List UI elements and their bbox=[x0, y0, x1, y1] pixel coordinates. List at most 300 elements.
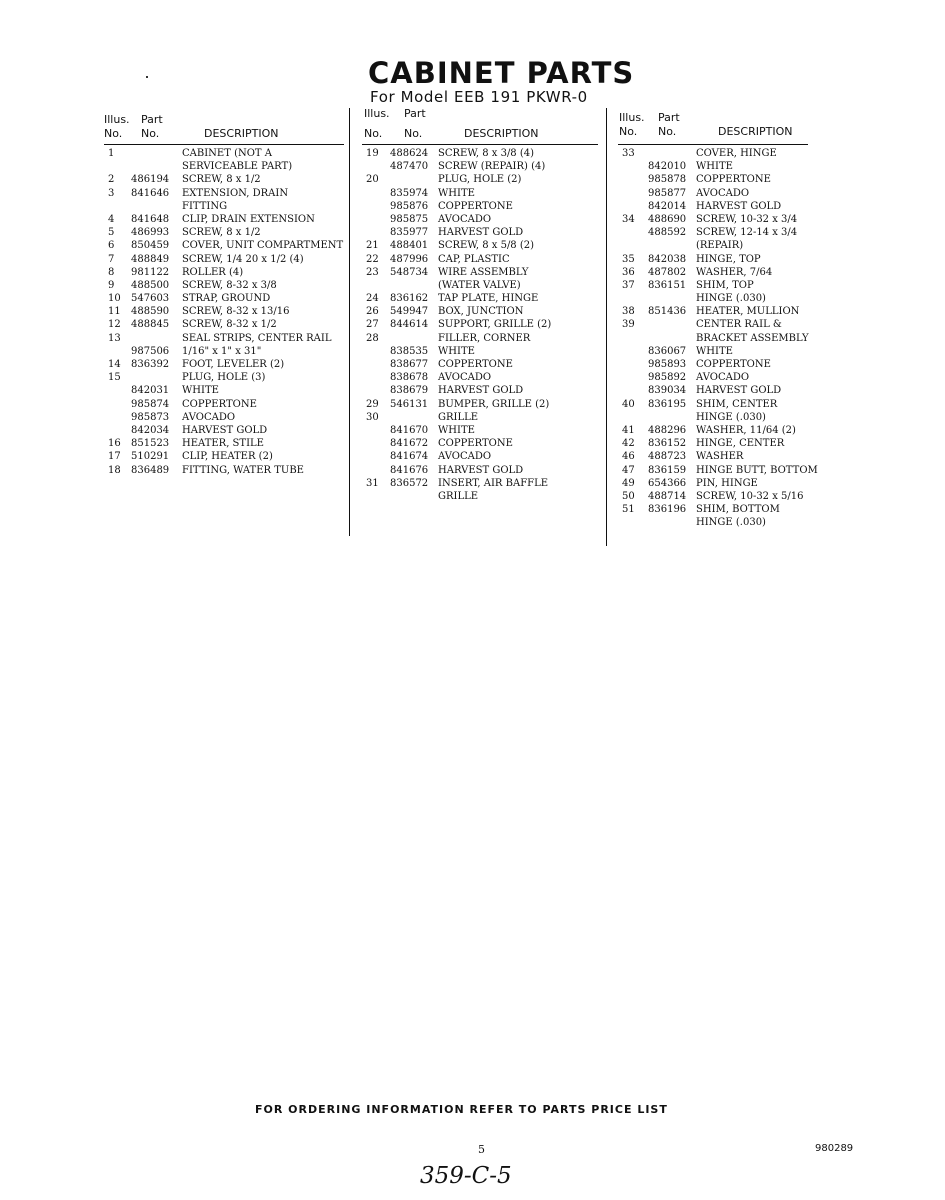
column-header bbox=[104, 110, 344, 145]
parts-row bbox=[362, 398, 598, 411]
parts-row bbox=[104, 411, 344, 424]
part-header: Part bbox=[658, 111, 680, 124]
part-description: STRAP, GROUND bbox=[182, 293, 271, 305]
part-description: COPPERTONE bbox=[438, 200, 513, 212]
part-description: FOOT, LEVELER (2) bbox=[182, 359, 285, 370]
part-description: FITTING, WATER TUBE bbox=[182, 464, 304, 476]
illus-number: 15 bbox=[108, 372, 121, 384]
part-description: CLIP, HEATER (2) bbox=[182, 451, 273, 463]
column-header bbox=[362, 107, 598, 145]
illus-number: 29 bbox=[366, 398, 379, 410]
part-description: SCREW, 8-32 x 1/2 bbox=[182, 319, 277, 331]
illus-number: 46 bbox=[622, 451, 635, 463]
illus-header: Illus. bbox=[364, 107, 390, 120]
parts-row bbox=[618, 266, 808, 279]
illus-number: 24 bbox=[366, 293, 379, 305]
parts-row bbox=[362, 411, 598, 424]
description-header: DESCRIPTION bbox=[204, 127, 279, 140]
part-number: 488849 bbox=[131, 253, 170, 265]
part-number: 981122 bbox=[131, 266, 170, 278]
parts-row bbox=[618, 398, 808, 411]
parts-row bbox=[618, 450, 808, 463]
part-number: 985892 bbox=[648, 372, 687, 384]
part-number: 838678 bbox=[390, 372, 429, 384]
illus-header: Illus. bbox=[104, 113, 130, 126]
part-description: SCREW, 8 x 1/2 bbox=[182, 227, 261, 239]
parts-row bbox=[618, 371, 808, 384]
parts-row bbox=[104, 464, 344, 477]
parts-column-2 bbox=[362, 107, 598, 503]
document-number: 980289 bbox=[815, 1143, 854, 1154]
part-number: 844614 bbox=[390, 319, 429, 331]
part-header: Part bbox=[141, 113, 163, 126]
model-subtitle: For Model EEB 191 PKWR-0 bbox=[370, 88, 588, 106]
part-number: 841648 bbox=[131, 213, 170, 225]
parts-row bbox=[362, 437, 598, 450]
parts-row bbox=[362, 160, 598, 173]
illus-number: 4 bbox=[108, 213, 115, 225]
part-number: 841646 bbox=[131, 187, 170, 199]
parts-row bbox=[618, 187, 808, 200]
part-description: WHITE bbox=[696, 345, 733, 357]
part-description: HEATER, STILE bbox=[182, 438, 264, 450]
part-description: AVOCADO bbox=[696, 372, 750, 384]
illus-number: 14 bbox=[108, 359, 121, 370]
part-number: 488592 bbox=[648, 227, 687, 239]
part-description: WHITE bbox=[696, 161, 733, 173]
part-number: 836572 bbox=[390, 477, 429, 489]
part-number: 488624 bbox=[390, 148, 429, 159]
part-description: WHITE bbox=[182, 385, 219, 397]
column-divider bbox=[606, 108, 607, 546]
part-description: HINGE (.030) bbox=[696, 411, 766, 423]
parts-row bbox=[362, 371, 598, 384]
part-number: 486993 bbox=[131, 227, 170, 239]
part-description: COPPERTONE bbox=[438, 438, 513, 450]
parts-row bbox=[618, 239, 808, 252]
part-description: GRILLE bbox=[438, 490, 479, 502]
part-header: Part bbox=[404, 107, 426, 120]
illus-number: 23 bbox=[366, 266, 379, 278]
part-description: BRACKET ASSEMBLY bbox=[696, 332, 809, 344]
part-description: (REPAIR) bbox=[696, 240, 744, 252]
part-number: 985893 bbox=[648, 359, 687, 370]
parts-row bbox=[618, 200, 808, 213]
illus-number: 19 bbox=[366, 148, 379, 159]
part-description: HINGE (.030) bbox=[696, 293, 766, 305]
part-number: 836489 bbox=[131, 464, 170, 476]
illus-number: 49 bbox=[622, 477, 635, 489]
part-description: AVOCADO bbox=[696, 187, 750, 199]
part-number: 836067 bbox=[648, 345, 687, 357]
part-description: CAP, PLASTIC bbox=[438, 253, 510, 265]
part-description: CABINET (NOT A bbox=[182, 148, 272, 159]
parts-row bbox=[362, 147, 598, 160]
parts-row bbox=[618, 437, 808, 450]
parts-row bbox=[618, 464, 818, 477]
part-description: SHIM, TOP bbox=[696, 279, 754, 291]
illus-number: 40 bbox=[622, 398, 635, 410]
illus-number: 38 bbox=[622, 306, 635, 318]
part-description: WIRE ASSEMBLY bbox=[438, 266, 529, 278]
part-number: 546131 bbox=[390, 398, 429, 410]
parts-row bbox=[104, 173, 344, 186]
parts-row bbox=[362, 384, 598, 397]
part-number: 510291 bbox=[131, 451, 170, 463]
part-number: 835977 bbox=[390, 227, 429, 239]
part-description: COPPERTONE bbox=[696, 174, 771, 186]
parts-row bbox=[104, 345, 344, 358]
parts-row bbox=[618, 332, 808, 345]
illus-number: 31 bbox=[366, 477, 379, 489]
part-description: HINGE (.030) bbox=[696, 517, 766, 529]
parts-row bbox=[362, 226, 598, 239]
parts-row bbox=[618, 213, 808, 226]
part-number: 838535 bbox=[390, 345, 429, 357]
parts-row bbox=[618, 279, 808, 292]
part-number: 850459 bbox=[131, 240, 170, 252]
column-header bbox=[618, 110, 808, 145]
part-description: SCREW, 8-32 x 3/8 bbox=[182, 279, 277, 291]
part-number: 835974 bbox=[390, 187, 429, 199]
part-description: HINGE, TOP bbox=[696, 253, 761, 265]
parts-column-3 bbox=[618, 110, 818, 529]
parts-row bbox=[104, 424, 344, 437]
parts-row bbox=[362, 305, 598, 318]
parts-row bbox=[618, 305, 808, 318]
part-description: SCREW (REPAIR) (4) bbox=[438, 161, 546, 173]
part-number: 838679 bbox=[390, 385, 429, 397]
part-number: 654366 bbox=[648, 477, 687, 489]
part-no-header: No. bbox=[404, 127, 423, 140]
part-description: SCREW, 10-32 x 3/4 bbox=[696, 213, 798, 225]
part-number: 987506 bbox=[131, 345, 170, 357]
parts-row bbox=[362, 292, 598, 305]
part-number: 985875 bbox=[390, 213, 429, 225]
part-number: 548734 bbox=[390, 266, 429, 278]
illus-number: 16 bbox=[108, 438, 121, 450]
illus-number: 2 bbox=[108, 174, 115, 186]
scan-speck bbox=[146, 76, 148, 78]
part-description: SCREW, 8 x 1/2 bbox=[182, 174, 261, 186]
part-description: ROLLER (4) bbox=[182, 266, 244, 278]
part-description: BOX, JUNCTION bbox=[438, 306, 524, 318]
parts-row bbox=[362, 477, 598, 490]
parts-row bbox=[104, 437, 344, 450]
part-number: 488296 bbox=[648, 424, 687, 436]
part-number: 985873 bbox=[131, 411, 170, 423]
illus-number: 11 bbox=[108, 306, 121, 318]
part-description: FILLER, CORNER bbox=[438, 332, 531, 344]
part-no-header: No. bbox=[141, 127, 160, 140]
part-description: EXTENSION, DRAIN bbox=[182, 187, 289, 199]
parts-row bbox=[362, 187, 598, 200]
part-number: 488714 bbox=[648, 490, 687, 502]
illus-number: 36 bbox=[622, 266, 635, 278]
part-number: 487470 bbox=[390, 161, 429, 173]
part-number: 488690 bbox=[648, 213, 687, 225]
part-description: HINGE, CENTER bbox=[696, 438, 785, 450]
handwritten-note: 359-C-5 bbox=[420, 1163, 512, 1189]
illus-number: 13 bbox=[108, 332, 121, 344]
part-number: 838677 bbox=[390, 359, 429, 370]
part-number: 488401 bbox=[390, 240, 429, 252]
illus-number: 21 bbox=[366, 240, 379, 252]
part-number: 842031 bbox=[131, 385, 170, 397]
illus-no-header: No. bbox=[104, 127, 123, 140]
part-number: 842034 bbox=[131, 424, 170, 436]
part-description: AVOCADO bbox=[182, 411, 236, 423]
part-description: 1/16" x 1" x 31" bbox=[182, 345, 262, 357]
part-number: 836151 bbox=[648, 279, 687, 291]
page-number: 5 bbox=[478, 1143, 485, 1156]
part-description: COVER, UNIT COMPARTMENT bbox=[182, 240, 344, 252]
part-description: SERVICEABLE PART) bbox=[182, 161, 293, 173]
part-description: HARVEST GOLD bbox=[696, 200, 782, 212]
parts-row bbox=[362, 490, 598, 503]
illus-number: 1 bbox=[108, 148, 115, 159]
part-description: WASHER, 11/64 (2) bbox=[696, 424, 796, 436]
parts-column-1 bbox=[104, 110, 344, 477]
part-description: AVOCADO bbox=[438, 451, 492, 463]
illus-number: 5 bbox=[108, 227, 115, 239]
parts-row bbox=[618, 173, 808, 186]
part-description: SCREW, 1/4 20 x 1/2 (4) bbox=[182, 253, 304, 265]
part-description: SEAL STRIPS, CENTER RAIL bbox=[182, 332, 332, 344]
part-description: COPPERTONE bbox=[438, 359, 513, 370]
parts-row bbox=[618, 516, 808, 529]
parts-list bbox=[104, 147, 344, 477]
description-header: DESCRIPTION bbox=[464, 127, 539, 140]
part-description: HARVEST GOLD bbox=[438, 385, 524, 397]
illus-number: 7 bbox=[108, 253, 115, 265]
parts-row bbox=[104, 253, 344, 266]
parts-row bbox=[362, 279, 598, 292]
part-description: BUMPER, GRILLE (2) bbox=[438, 398, 550, 410]
part-number: 841672 bbox=[390, 438, 429, 450]
illus-no-header: No. bbox=[364, 127, 383, 140]
parts-row bbox=[362, 345, 598, 358]
parts-row bbox=[104, 371, 344, 384]
part-description: FITTING bbox=[182, 200, 228, 212]
part-number: 841674 bbox=[390, 451, 429, 463]
parts-row bbox=[362, 358, 598, 371]
part-description: PIN, HINGE bbox=[696, 477, 758, 489]
part-description: SHIM, CENTER bbox=[696, 398, 778, 410]
illus-number: 3 bbox=[108, 187, 115, 199]
parts-row bbox=[104, 305, 344, 318]
parts-row bbox=[104, 398, 344, 411]
part-number: 841676 bbox=[390, 464, 429, 476]
parts-row bbox=[104, 239, 344, 252]
parts-row bbox=[104, 318, 344, 331]
part-number: 836195 bbox=[648, 398, 687, 410]
part-description: HEATER, MULLION bbox=[696, 306, 800, 318]
illus-number: 34 bbox=[622, 213, 635, 225]
part-number: 836162 bbox=[390, 293, 429, 305]
part-description: GRILLE bbox=[438, 411, 479, 423]
part-description: AVOCADO bbox=[438, 213, 492, 225]
parts-row bbox=[618, 226, 808, 239]
illus-number: 10 bbox=[108, 293, 121, 305]
illus-number: 27 bbox=[366, 319, 379, 331]
illus-number: 22 bbox=[366, 253, 379, 265]
illus-number: 26 bbox=[366, 306, 379, 318]
parts-row bbox=[618, 503, 808, 516]
part-number: 985878 bbox=[648, 174, 687, 186]
parts-row bbox=[362, 332, 598, 345]
part-number: 488845 bbox=[131, 319, 170, 331]
parts-row bbox=[362, 450, 598, 463]
illus-number: 12 bbox=[108, 319, 121, 331]
parts-row bbox=[104, 384, 344, 397]
part-number: 486194 bbox=[131, 174, 170, 186]
illus-number: 39 bbox=[622, 319, 635, 331]
parts-row bbox=[618, 292, 808, 305]
illus-number: 41 bbox=[622, 424, 635, 436]
parts-row bbox=[362, 318, 598, 331]
parts-row bbox=[104, 332, 344, 345]
part-description: AVOCADO bbox=[438, 372, 492, 384]
parts-row bbox=[104, 213, 344, 226]
part-no-header: No. bbox=[658, 125, 677, 138]
part-description: CLIP, DRAIN EXTENSION bbox=[182, 213, 315, 225]
parts-row bbox=[618, 160, 808, 173]
part-number: 985876 bbox=[390, 200, 429, 212]
column-divider bbox=[349, 108, 350, 536]
part-description: PLUG, HOLE (3) bbox=[182, 372, 266, 384]
part-number: 836159 bbox=[648, 464, 687, 476]
parts-row bbox=[362, 424, 598, 437]
part-number: 549947 bbox=[390, 306, 429, 318]
part-description: WHITE bbox=[438, 424, 475, 436]
part-description: SHIM, BOTTOM bbox=[696, 504, 780, 516]
part-number: 842038 bbox=[648, 253, 687, 265]
part-description: HARVEST GOLD bbox=[182, 424, 268, 436]
illus-number: 35 bbox=[622, 253, 635, 265]
part-number: 985874 bbox=[131, 398, 170, 410]
parts-row bbox=[618, 411, 808, 424]
part-description: CENTER RAIL & bbox=[696, 319, 782, 331]
parts-row bbox=[618, 345, 808, 358]
parts-row bbox=[618, 477, 808, 490]
parts-row bbox=[618, 318, 808, 331]
part-number: 841670 bbox=[390, 424, 429, 436]
illus-number: 42 bbox=[622, 438, 635, 450]
part-number: 836196 bbox=[648, 504, 687, 516]
parts-row bbox=[362, 266, 598, 279]
parts-row bbox=[362, 464, 598, 477]
parts-row bbox=[104, 292, 344, 305]
part-number: 488723 bbox=[648, 451, 687, 463]
part-number: 487802 bbox=[648, 266, 687, 278]
part-number: 836392 bbox=[131, 359, 170, 370]
part-description: WASHER bbox=[696, 451, 744, 463]
parts-row bbox=[362, 239, 598, 252]
part-description: SCREW, 8 x 5/8 (2) bbox=[438, 240, 535, 252]
parts-row bbox=[362, 173, 598, 186]
part-description: HINGE BUTT, BOTTOM bbox=[696, 464, 818, 476]
illus-number: 18 bbox=[108, 464, 121, 476]
part-description: COVER, HINGE bbox=[696, 148, 777, 159]
parts-row bbox=[618, 490, 808, 503]
part-description: COPPERTONE bbox=[696, 359, 771, 370]
parts-row bbox=[362, 253, 598, 266]
part-description: WHITE bbox=[438, 187, 475, 199]
part-description: HARVEST GOLD bbox=[696, 385, 782, 397]
page-title: CABINET PARTS bbox=[368, 56, 635, 90]
part-description: HARVEST GOLD bbox=[438, 464, 524, 476]
part-number: 836152 bbox=[648, 438, 687, 450]
parts-row bbox=[104, 450, 344, 463]
part-number: 842010 bbox=[648, 161, 687, 173]
description-header: DESCRIPTION bbox=[718, 125, 793, 138]
parts-list bbox=[618, 147, 818, 529]
part-description: SCREW, 8-32 x 13/16 bbox=[182, 306, 290, 318]
illus-number: 8 bbox=[108, 266, 115, 278]
illus-header: Illus. bbox=[619, 111, 645, 124]
parts-row bbox=[618, 384, 808, 397]
part-description: TAP PLATE, HINGE bbox=[438, 293, 539, 305]
part-description: WHITE bbox=[438, 345, 475, 357]
parts-row bbox=[104, 160, 344, 173]
parts-row bbox=[104, 358, 344, 371]
parts-row bbox=[618, 253, 808, 266]
part-number: 547603 bbox=[131, 293, 170, 305]
part-number: 985877 bbox=[648, 187, 687, 199]
illus-number: 17 bbox=[108, 451, 121, 463]
illus-number: 6 bbox=[108, 240, 115, 252]
illus-number: 37 bbox=[622, 279, 635, 291]
illus-number: 30 bbox=[366, 411, 379, 423]
parts-row bbox=[104, 187, 344, 200]
part-description: SCREW, 12-14 x 3/4 bbox=[696, 227, 798, 239]
part-description: SCREW, 8 x 3/8 (4) bbox=[438, 148, 535, 159]
parts-row bbox=[618, 358, 808, 371]
part-number: 487996 bbox=[390, 253, 429, 265]
part-number: 842014 bbox=[648, 200, 687, 212]
illus-number: 51 bbox=[622, 504, 635, 516]
parts-row bbox=[104, 200, 344, 213]
parts-row bbox=[618, 147, 808, 160]
part-description: (WATER VALVE) bbox=[438, 279, 521, 291]
part-description: SUPPORT, GRILLE (2) bbox=[438, 319, 552, 331]
part-description: INSERT, AIR BAFFLE bbox=[438, 477, 549, 489]
part-number: 488500 bbox=[131, 279, 170, 291]
part-number: 851523 bbox=[131, 438, 170, 450]
illus-no-header: No. bbox=[619, 125, 638, 138]
part-number: 488590 bbox=[131, 306, 170, 318]
illus-number: 50 bbox=[622, 490, 635, 502]
illus-number: 33 bbox=[622, 148, 635, 159]
parts-row bbox=[362, 200, 598, 213]
part-description: COPPERTONE bbox=[182, 398, 257, 410]
parts-row bbox=[104, 226, 344, 239]
illus-number: 28 bbox=[366, 332, 379, 344]
illus-number: 47 bbox=[622, 464, 635, 476]
parts-row bbox=[104, 147, 344, 160]
part-number: 851436 bbox=[648, 306, 687, 318]
illus-number: 9 bbox=[108, 279, 115, 291]
parts-row bbox=[362, 213, 598, 226]
part-description: SCREW, 10-32 x 5/16 bbox=[696, 490, 804, 502]
parts-row bbox=[618, 424, 808, 437]
part-number: 839034 bbox=[648, 385, 687, 397]
part-description: PLUG, HOLE (2) bbox=[438, 174, 522, 186]
parts-row bbox=[104, 266, 344, 279]
part-description: HARVEST GOLD bbox=[438, 227, 524, 239]
ordering-note: FOR ORDERING INFORMATION REFER TO PARTS PRICE LIST bbox=[255, 1103, 668, 1116]
